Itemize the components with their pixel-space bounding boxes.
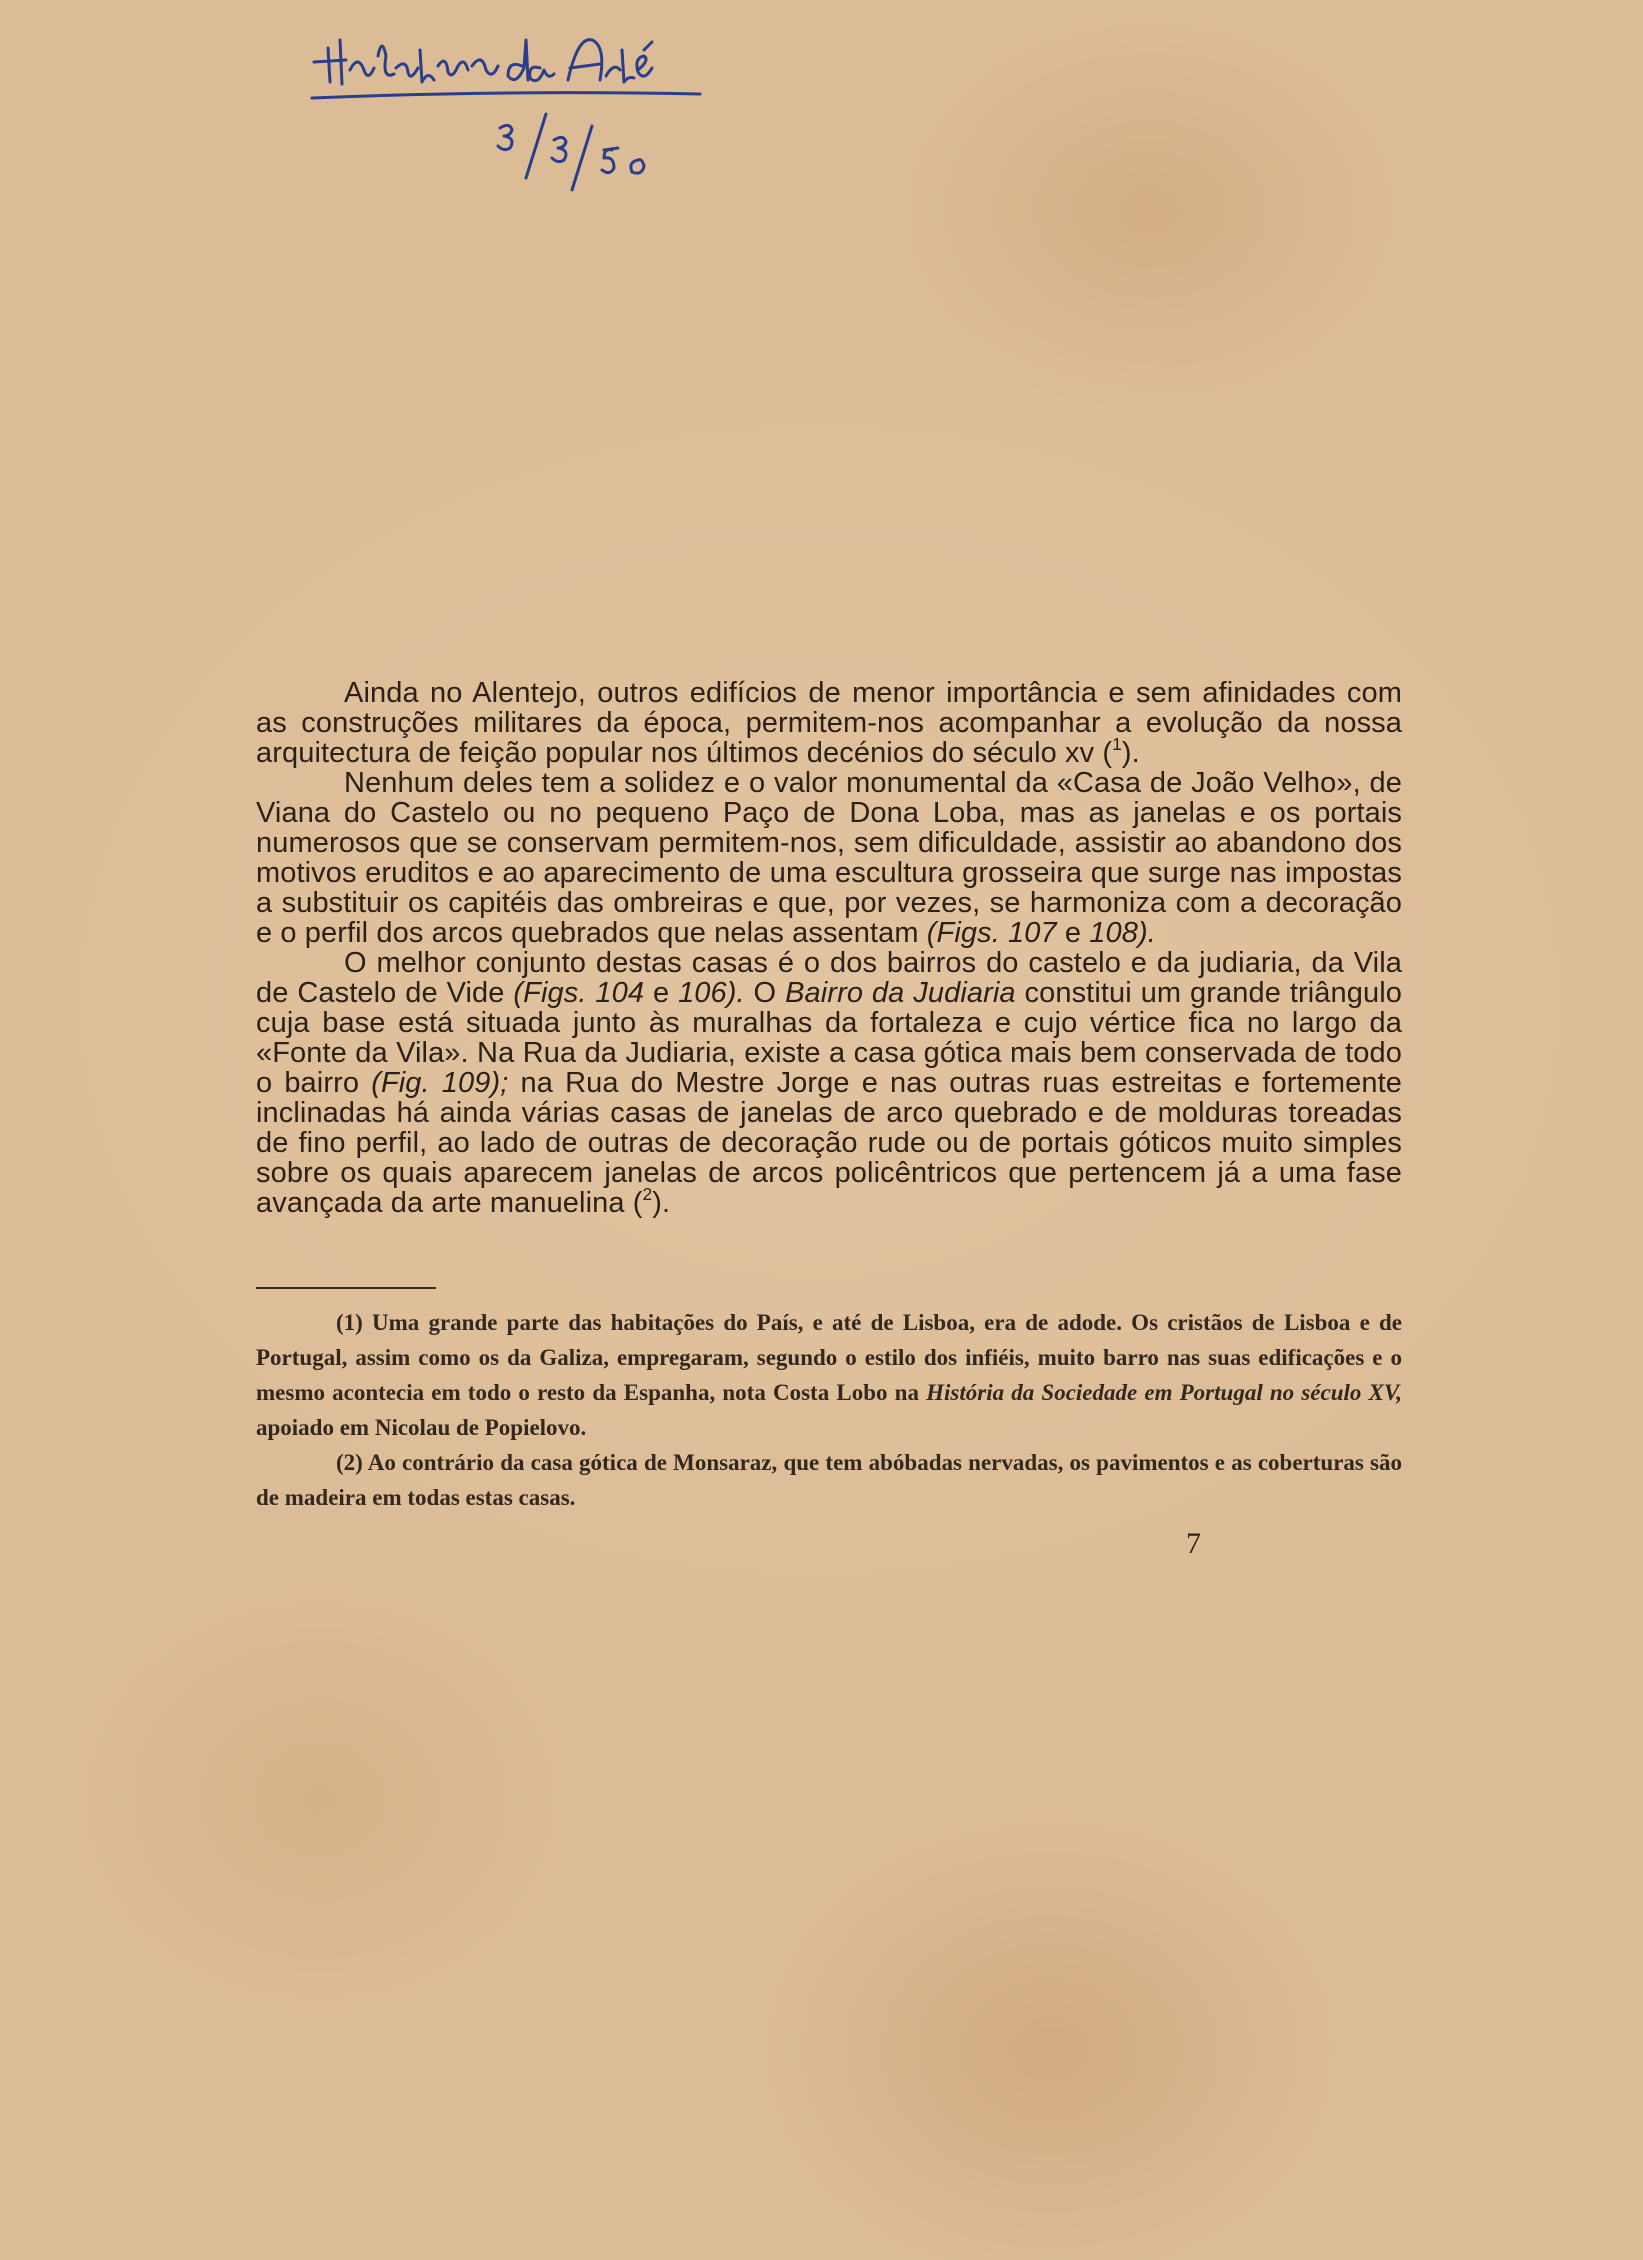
footnote-2 [256,1445,1402,1515]
figure-ref: (Figs. 104 [513,977,645,1009]
figure-ref: (Fig. 109); [371,1067,509,1099]
conjunction: e [644,977,679,1009]
place-name: Bairro da Judiaria [785,977,1016,1009]
figure-ref: 108). [1089,917,1156,949]
footnote-separator [256,1287,436,1289]
handwriting-icon [300,10,760,210]
paragraph-3-text: na Rua do Mestre Jorge e nas outras ruas estreitas e fortemente inclinadas há ainda várias casas de janelas de arco quebrado e de molduras toreadas de fino perfil, ao lado de outras de decoração rude ou de portais góticos muito simples sobre os quais aparecem janelas de arcos policêntricos que pertencem já a uma fase avançada da arte manuelina ( [256,1067,1402,1219]
paragraph-1-text: Ainda no Alentejo, outros edifícios de menor importância e sem afinidades com as construções militares da época, permitem-nos acompanhar a evolução da nossa arquitectura de feição popular nos últimos decénios do século xv ( [256,677,1402,769]
footnote-2-text: Ao contrário da casa gótica de Monsaraz, que tem abóbadas nervadas, os pavimentos e as coberturas são de madeira em todas estas casas. [256,1450,1402,1510]
paragraph-3-text: constitui um grande triângulo cuja base está situada junto às muralhas da fortaleza e cujo vértice fica no largo da «Fonte da Vila». Na Rua da Judiaria, existe a casa gótica mais bem conservada de todo o bairro [256,977,1402,1099]
figure-ref: (Figs. 107 [926,917,1057,949]
body-text [256,678,1402,1218]
footnote-1 [256,1305,1402,1445]
footnote-marker: (2) [336,1450,363,1475]
paragraph-2-text: Nenhum deles tem a solidez e o valor monumental da «Casa de João Velho», de Viana do Castelo ou no pequeno Paço de Dona Loba, mas as janelas e os portais numerosos que se conservam permitem-nos, sem dificuldade, assistir ao abandono dos motivos eruditos e ao aparecimento de uma escultura grosseira que surge nas impostas a substituir os capitéis das ombreiras e que, por vezes, se harmoniza com a decoração e o perfil dos arcos quebrados que nelas assentam [256,767,1402,949]
conjunction: e [1056,917,1090,949]
figure-ref: 106). [678,977,745,1009]
paragraph-3-end: ). [652,1187,671,1219]
footnote-ref-1: 1 [1112,733,1122,754]
footnote-marker: (1) [336,1310,363,1335]
footnote-ref-2: 2 [642,1183,653,1204]
footnotes [256,1305,1402,1515]
footnote-1-text: Uma grande parte das habitações do País, e até de Lisboa, era de adode. Os cristãos de Lisboa e de Portugal, assim como os da Galiza, empregaram, segundo o estilo dos infiéis, muito barro nas suas edificações e o mesmo acontecia em todo o resto da Espanha, nota Costa Lobo na [256,1310,1402,1405]
paragraph-2 [256,768,1402,948]
page-number: 7 [1186,1527,1201,1560]
paragraph-3 [256,948,1402,1218]
paragraph-1 [256,678,1402,768]
paragraph-3-text: O [744,977,786,1009]
book-title: História da Sociedade em Portugal no século XV, [926,1380,1403,1405]
paragraph-1-end: ). [1121,737,1140,769]
paragraph-3-text: O melhor conjunto destas casas é o dos bairros do castelo e da judiaria, da Vila de Castelo de Vide [256,947,1402,1009]
handwritten-annotation [300,10,760,210]
footnote-1-end: apoiado em Nicolau de Popielovo. [256,1415,587,1440]
